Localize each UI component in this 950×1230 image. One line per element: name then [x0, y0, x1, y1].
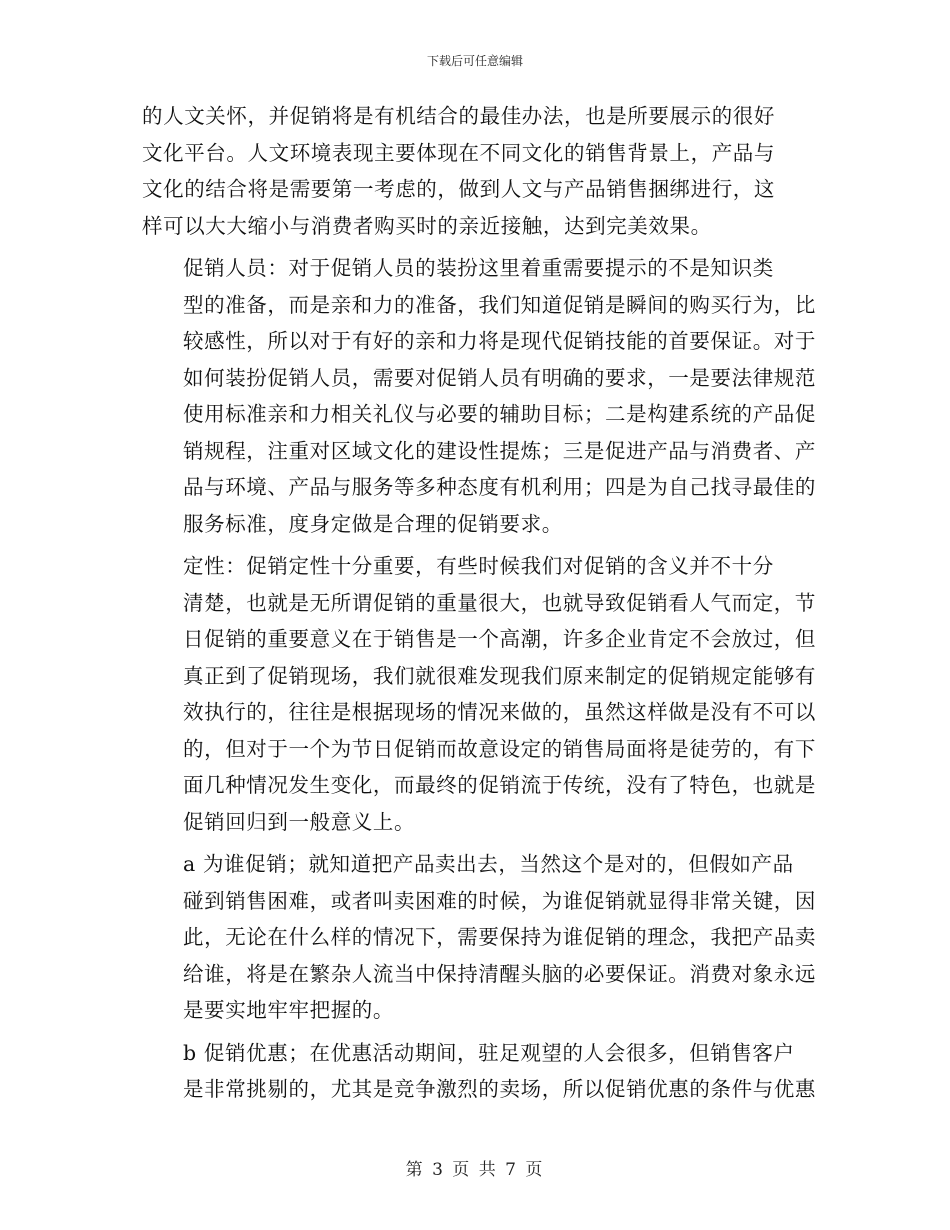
paragraph — [142, 548, 816, 840]
text-line: 销规程，注重对区域文化的建设性提炼；三是促进产品与消费者、产 — [183, 438, 816, 463]
text-line: 较感性，所以对于有好的亲和力将是现代促销技能的首要保证。对于 — [183, 329, 816, 353]
text-line: 是要实地牢牢把握的。 — [183, 998, 394, 1022]
text-line: 碰到销售困难，或者叫卖困难的时候，为谁促销就显得非常关键，因 — [183, 888, 816, 913]
text-line: 面几种情况发生变化，而最终的促销流于传统，没有了特色，也就是 — [183, 773, 816, 797]
text-line: 文化平台。人文环境表现主要体现在不同文化的销售背景上，产品与 — [142, 140, 775, 165]
page-footer: 第 3 页 共 7 页 — [405, 1160, 545, 1180]
text-line: 真正到了促销现场，我们就很难发现我们原来制定的促销规定能够有 — [183, 663, 816, 688]
text-line: 效执行的，往往是根据现场的情况来做的，虽然这样做是没有不可以 — [183, 700, 816, 724]
text-line: 品与环境、产品与服务等多种态度有机利用；四是为自己找寻最佳的 — [183, 475, 816, 499]
text-line: 的，但对于一个为节日促销而故意设定的销售局面将是徒劳的，有下 — [183, 736, 816, 761]
text-line: 促销人员：对于促销人员的装扮这里着重需要提示的不是知识类 — [183, 256, 774, 280]
text-line: 是非常挑剔的，尤其是竞争激烈的卖场，所以促销优惠的条件与优惠 — [183, 1077, 816, 1101]
text-line: 给谁，将是在繁杂人流当中保持清醒头脑的必要保证。消费对象永远 — [183, 961, 816, 986]
document-body — [142, 98, 816, 1114]
text-line: a 为谁促销；就知道把产品卖出去，当然这个是对的，但假如产品 — [183, 852, 794, 876]
paragraph — [142, 1035, 816, 1108]
text-line: 如何装扮促销人员，需要对促销人员有明确的要求，一是要法律规范 — [183, 365, 816, 390]
paragraph — [142, 250, 816, 542]
text-line: 促销回归到一般意义上。 — [183, 809, 416, 834]
paragraph — [142, 98, 812, 244]
text-line: 的人文关怀，并促销将是有机结合的最佳办法，也是所要展示的很好 — [142, 104, 775, 128]
text-line: 型的准备，而是亲和力的准备，我们知道促销是瞬间的购买行为，比 — [183, 292, 816, 317]
text-line: 定性：促销定性十分重要，有些时候我们对促销的含义并不十分 — [183, 554, 774, 578]
page-header: 下载后可任意编辑 — [426, 54, 523, 68]
text-line: 清楚，也就是无所谓促销的重量很大，也就导致促销看人气而定，节 — [183, 590, 816, 615]
text-line: 文化的结合将是需要第一考虑的，做到人文与产品销售捆绑进行，这 — [142, 177, 775, 201]
text-line: 使用标准亲和力相关礼仪与必要的辅助目标；二是构建系统的产品促 — [183, 402, 816, 426]
text-line: 此，无论在什么样的情况下，需要保持为谁促销的理念，我把产品卖 — [183, 925, 816, 949]
text-line: b 促销优惠；在优惠活动期间，驻足观望的人会很多，但销售客户 — [183, 1040, 795, 1065]
paragraph — [142, 846, 816, 1029]
text-line: 日促销的重要意义在于销售是一个高潮，许多企业肯定不会放过，但 — [183, 627, 816, 651]
text-line: 样可以大大缩小与消费者购买时的亲近接触，达到完美效果。 — [142, 213, 712, 238]
text-line: 服务标准，度身定做是合理的促销要求。 — [183, 511, 563, 536]
